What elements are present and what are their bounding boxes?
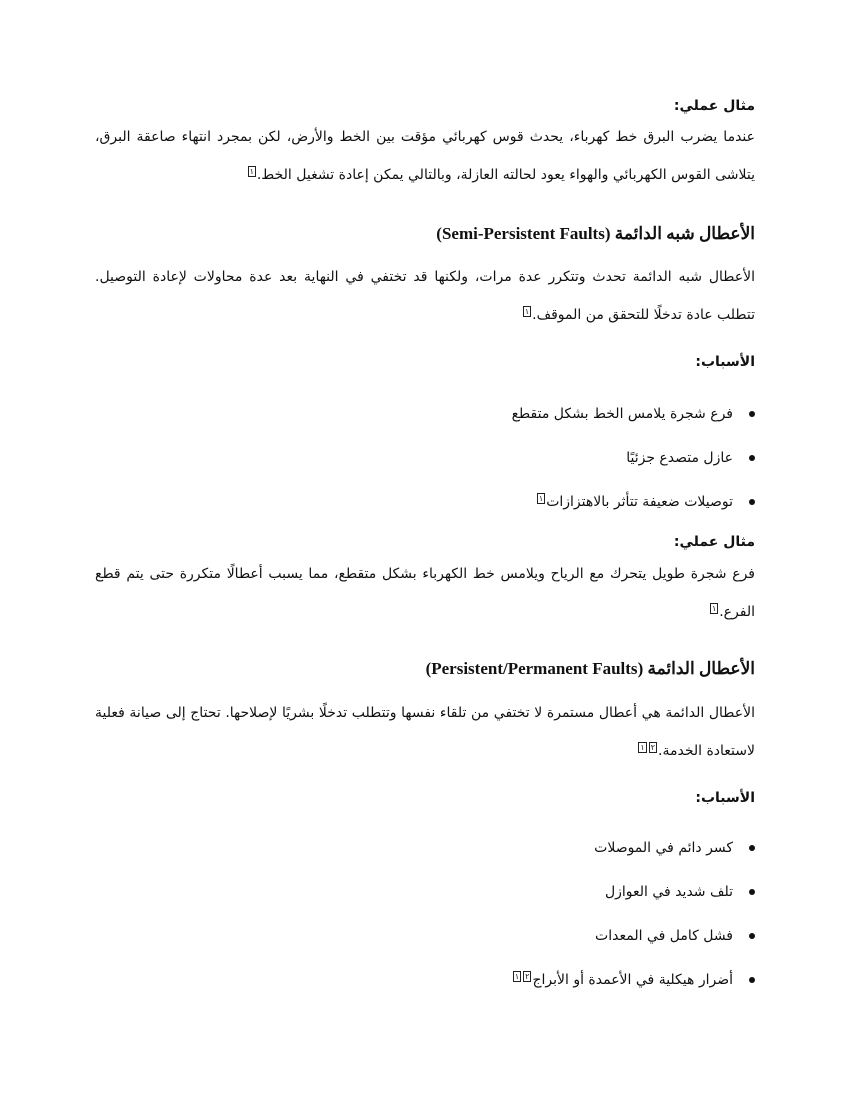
bullet-icon [749,411,755,417]
bullet-icon [749,889,755,895]
citation-marker[interactable]: ١ [514,972,520,981]
list-item [95,970,755,1014]
list-item-text: أضرار هيكلية في الأعمدة أو الأبراج [532,972,733,988]
causes-label: الأسباب: [695,354,755,370]
citation-marker[interactable]: ١ [249,167,254,176]
citation-marker[interactable]: ٢ [650,743,656,752]
causes-label: الأسباب: [695,790,755,806]
list-item [95,926,755,970]
semi-example-paragraph [95,555,755,631]
citation-marker[interactable]: ١ [711,604,717,613]
section-heading-semi-persistent: الأعطال شبه الدائمة (Semi-Persistent Faults) [436,224,755,243]
permanent-text: الأعطال الدائمة هي أعطال مستمرة لا تختفي من تلقاء نفسها وتتطلب تدخلًا بشريًا لإصلاحها. تحتاج إلى صيانة فعلية لاستعادة الخدمة. [95,705,755,759]
list-item [95,838,755,882]
example-label: مثال عملي: [673,534,755,550]
bullet-icon [749,933,755,939]
bullet-icon [749,977,755,983]
semi-example-text: فرع شجرة طويل يتحرك مع الرياح ويلامس خط الكهرباء بشكل متقطع، مما يسبب أعطالًا متكررة حتى يتم قطع الفرع. [95,566,755,620]
example-text: عندما يضرب البرق خط كهرباء، يحدث قوس كهربائي مؤقت بين الخط والأرض، لكن بمجرد انتهاء صاعقة البرق، يتلاشى القوس الكهربائي والهواء يعود لحالته العازلة، وبالتالي يمكن إعادة تشغيل الخط. [95,129,755,183]
permanent-paragraph [95,694,755,770]
list-item-text: توصيلات ضعيفة تتأثر بالاهتزازات [546,494,733,510]
list-item-text: فرع شجرة يلامس الخط بشكل متقطع [511,406,733,422]
citation-marker[interactable]: ١ [538,494,544,503]
list-item-text: فشل كامل في المعدات [595,928,733,944]
citation-marker[interactable]: ١ [640,743,645,752]
list-item [95,492,755,536]
list-item [95,404,755,448]
section-heading-permanent: الأعطال الدائمة (Persistent/Permanent Faults) [425,659,755,678]
list-item-text: تلف شديد في العوازل [604,884,733,900]
list-item [95,882,755,926]
citation-marker[interactable]: ٢ [525,972,530,981]
semi-persistent-text: الأعطال شبه الدائمة تحدث وتتكرر عدة مرات، ولكنها قد تختفي في النهاية بعد عدة محاولات لإعادة التوصيل. تتطلب عادة تدخلًا للتحقق من الموقف. [95,269,755,323]
bullet-icon [749,455,755,461]
example-label: مثال عملي: [673,98,755,114]
list-item [95,448,755,492]
list-item-text: عازل متصدع جزئيًا [626,450,733,466]
list-item-text: كسر دائم في الموصلات [594,840,733,856]
example-paragraph [95,118,755,194]
semi-persistent-paragraph [95,258,755,334]
semi-causes-list [95,404,755,536]
citation-marker[interactable]: ١ [524,307,530,316]
permanent-causes-list [95,838,755,1014]
bullet-icon [749,845,755,851]
bullet-icon [749,499,755,505]
